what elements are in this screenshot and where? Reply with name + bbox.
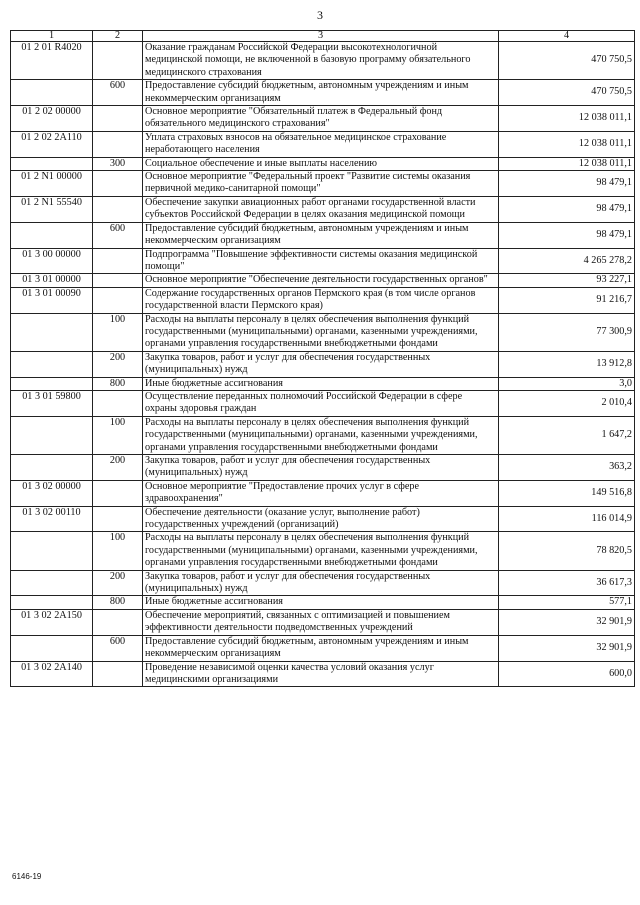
type-cell: 100 — [93, 416, 143, 454]
code-cell: 01 2 N1 55540 — [11, 196, 93, 222]
name-cell: Социальное обеспечение и иные выплаты населению — [143, 157, 499, 170]
header-col-2: 2 — [93, 31, 143, 42]
type-cell — [93, 609, 143, 635]
type-cell — [93, 42, 143, 80]
code-cell — [11, 377, 93, 390]
name-cell: Уплата страховых взносов на обязательное медицинское страхование неработающего населения — [143, 131, 499, 157]
name-cell: Иные бюджетные ассигнования — [143, 596, 499, 609]
name-cell: Обеспечение мероприятий, связанных с оптимизацией и повышением эффективности деятельности подведомственных учреждений — [143, 609, 499, 635]
type-cell: 800 — [93, 377, 143, 390]
table-row — [11, 596, 635, 609]
type-cell — [93, 480, 143, 506]
amount-cell: 13 912,8 — [499, 351, 635, 377]
name-cell: Подпрограмма "Повышение эффективности системы оказания медицинской помощи" — [143, 248, 499, 274]
name-cell: Обеспечение деятельности (оказание услуг, выполнение работ) государственных учреждений (организаций) — [143, 506, 499, 532]
code-cell: 01 3 01 59800 — [11, 390, 93, 416]
footer-code: 6146-19 — [12, 872, 42, 881]
amount-cell: 78 820,5 — [499, 532, 635, 570]
code-cell: 01 2 N1 00000 — [11, 171, 93, 197]
amount-cell: 116 014,9 — [499, 506, 635, 532]
table-row — [11, 416, 635, 454]
type-cell: 200 — [93, 455, 143, 481]
name-cell: Обеспечение закупки авиационных работ органами государственной власти субъектов Российской Федерации в целях оказания медицинской помощи — [143, 196, 499, 222]
amount-cell: 577,1 — [499, 596, 635, 609]
name-cell: Предоставление субсидий бюджетным, автономным учреждениям и иным некоммерческим организациям — [143, 80, 499, 106]
type-cell — [93, 106, 143, 132]
table-row — [11, 377, 635, 390]
type-cell: 200 — [93, 351, 143, 377]
amount-cell: 32 901,9 — [499, 609, 635, 635]
table-row — [11, 506, 635, 532]
name-cell: Расходы на выплаты персоналу в целях обеспечения выполнения функций государственными (муниципальными) органами, казенными учреждениями, органами управления государственными внебюджетными фондами — [143, 532, 499, 570]
table-row — [11, 222, 635, 248]
code-cell: 01 3 02 00000 — [11, 480, 93, 506]
code-cell — [11, 635, 93, 661]
amount-cell: 98 479,1 — [499, 222, 635, 248]
type-cell: 600 — [93, 635, 143, 661]
amount-cell: 12 038 011,1 — [499, 131, 635, 157]
type-cell — [93, 171, 143, 197]
code-cell — [11, 351, 93, 377]
table-row — [11, 171, 635, 197]
amount-cell: 32 901,9 — [499, 635, 635, 661]
name-cell: Основное мероприятие "Федеральный проект "Развитие системы оказания первичной медико-санитарной помощи" — [143, 171, 499, 197]
code-cell — [11, 416, 93, 454]
table-row — [11, 570, 635, 596]
amount-cell: 98 479,1 — [499, 171, 635, 197]
code-cell: 01 2 02 00000 — [11, 106, 93, 132]
name-cell: Основное мероприятие "Обязательный платеж в Федеральный фонд обязательного медицинского страхования" — [143, 106, 499, 132]
type-cell: 200 — [93, 570, 143, 596]
budget-table — [10, 30, 635, 687]
amount-cell: 98 479,1 — [499, 196, 635, 222]
code-cell — [11, 80, 93, 106]
table-row — [11, 106, 635, 132]
name-cell: Предоставление субсидий бюджетным, автономным учреждениям и иным некоммерческим организациям — [143, 635, 499, 661]
amount-cell: 2 010,4 — [499, 390, 635, 416]
type-cell: 300 — [93, 157, 143, 170]
code-cell: 01 3 02 2А140 — [11, 661, 93, 687]
name-cell: Содержание государственных органов Пермского края (в том числе органов государственной власти Пермского края) — [143, 287, 499, 313]
type-cell — [93, 390, 143, 416]
table-row — [11, 248, 635, 274]
table-row — [11, 42, 635, 80]
type-cell — [93, 287, 143, 313]
name-cell: Расходы на выплаты персоналу в целях обеспечения выполнения функций государственными (муниципальными) органами, казенными учреждениями, органами управления государственными внебюджетными фондами — [143, 416, 499, 454]
code-cell: 01 3 02 00110 — [11, 506, 93, 532]
name-cell: Оказание гражданам Российской Федерации высокотехнологичной медицинской помощи, не включенной в базовую программу обязательного медицинского страхования — [143, 42, 499, 80]
table-row — [11, 609, 635, 635]
table-row — [11, 287, 635, 313]
code-cell: 01 3 00 00000 — [11, 248, 93, 274]
header-col-3: 3 — [143, 31, 499, 42]
table-row — [11, 455, 635, 481]
name-cell: Предоставление субсидий бюджетным, автономным учреждениям и иным некоммерческим организациям — [143, 222, 499, 248]
type-cell — [93, 506, 143, 532]
type-cell — [93, 131, 143, 157]
header-col-4: 4 — [499, 31, 635, 42]
code-cell — [11, 313, 93, 351]
amount-cell: 470 750,5 — [499, 80, 635, 106]
table-row — [11, 157, 635, 170]
table-row — [11, 661, 635, 687]
code-cell: 01 2 02 2А110 — [11, 131, 93, 157]
type-cell: 800 — [93, 596, 143, 609]
amount-cell: 3,0 — [499, 377, 635, 390]
type-cell — [93, 661, 143, 687]
amount-cell: 77 300,9 — [499, 313, 635, 351]
amount-cell: 36 617,3 — [499, 570, 635, 596]
amount-cell: 4 265 278,2 — [499, 248, 635, 274]
name-cell: Основное мероприятие "Обеспечение деятельности государственных органов" — [143, 274, 499, 287]
table-row — [11, 313, 635, 351]
name-cell: Основное мероприятие "Предоставление прочих услуг в сфере здравоохранения" — [143, 480, 499, 506]
table-row — [11, 131, 635, 157]
table-row — [11, 196, 635, 222]
code-cell — [11, 222, 93, 248]
code-cell — [11, 455, 93, 481]
header-col-1: 1 — [11, 31, 93, 42]
name-cell: Закупка товаров, работ и услуг для обеспечения государственных (муниципальных) нужд — [143, 455, 499, 481]
name-cell: Закупка товаров, работ и услуг для обеспечения государственных (муниципальных) нужд — [143, 570, 499, 596]
amount-cell: 600,0 — [499, 661, 635, 687]
amount-cell: 91 216,7 — [499, 287, 635, 313]
name-cell: Проведение независимой оценки качества условий оказания услуг медицинскими организациями — [143, 661, 499, 687]
code-cell — [11, 157, 93, 170]
code-cell — [11, 596, 93, 609]
amount-cell: 12 038 011,1 — [499, 106, 635, 132]
amount-cell: 363,2 — [499, 455, 635, 481]
type-cell: 100 — [93, 313, 143, 351]
code-cell — [11, 532, 93, 570]
table-row — [11, 80, 635, 106]
code-cell — [11, 570, 93, 596]
amount-cell: 93 227,1 — [499, 274, 635, 287]
name-cell: Закупка товаров, работ и услуг для обеспечения государственных (муниципальных) нужд — [143, 351, 499, 377]
code-cell: 01 3 01 00090 — [11, 287, 93, 313]
code-cell: 01 3 01 00000 — [11, 274, 93, 287]
name-cell: Иные бюджетные ассигнования — [143, 377, 499, 390]
type-cell: 100 — [93, 532, 143, 570]
table-row — [11, 351, 635, 377]
type-cell — [93, 248, 143, 274]
type-cell: 600 — [93, 80, 143, 106]
amount-cell: 149 516,8 — [499, 480, 635, 506]
amount-cell: 470 750,5 — [499, 42, 635, 80]
name-cell: Осуществление переданных полномочий Российской Федерации в сфере охраны здоровья граждан — [143, 390, 499, 416]
header-row — [11, 31, 635, 42]
page-number: 3 — [317, 8, 323, 22]
amount-cell: 12 038 011,1 — [499, 157, 635, 170]
table-row — [11, 274, 635, 287]
table-row — [11, 635, 635, 661]
type-cell — [93, 274, 143, 287]
name-cell: Расходы на выплаты персоналу в целях обеспечения выполнения функций государственными (муниципальными) органами, казенными учреждениями, органами управления государственными внебюджетными фондами — [143, 313, 499, 351]
code-cell: 01 2 01 R4020 — [11, 42, 93, 80]
table-row — [11, 480, 635, 506]
amount-cell: 1 647,2 — [499, 416, 635, 454]
table-row — [11, 532, 635, 570]
type-cell: 600 — [93, 222, 143, 248]
type-cell — [93, 196, 143, 222]
code-cell: 01 3 02 2А150 — [11, 609, 93, 635]
table-row — [11, 390, 635, 416]
